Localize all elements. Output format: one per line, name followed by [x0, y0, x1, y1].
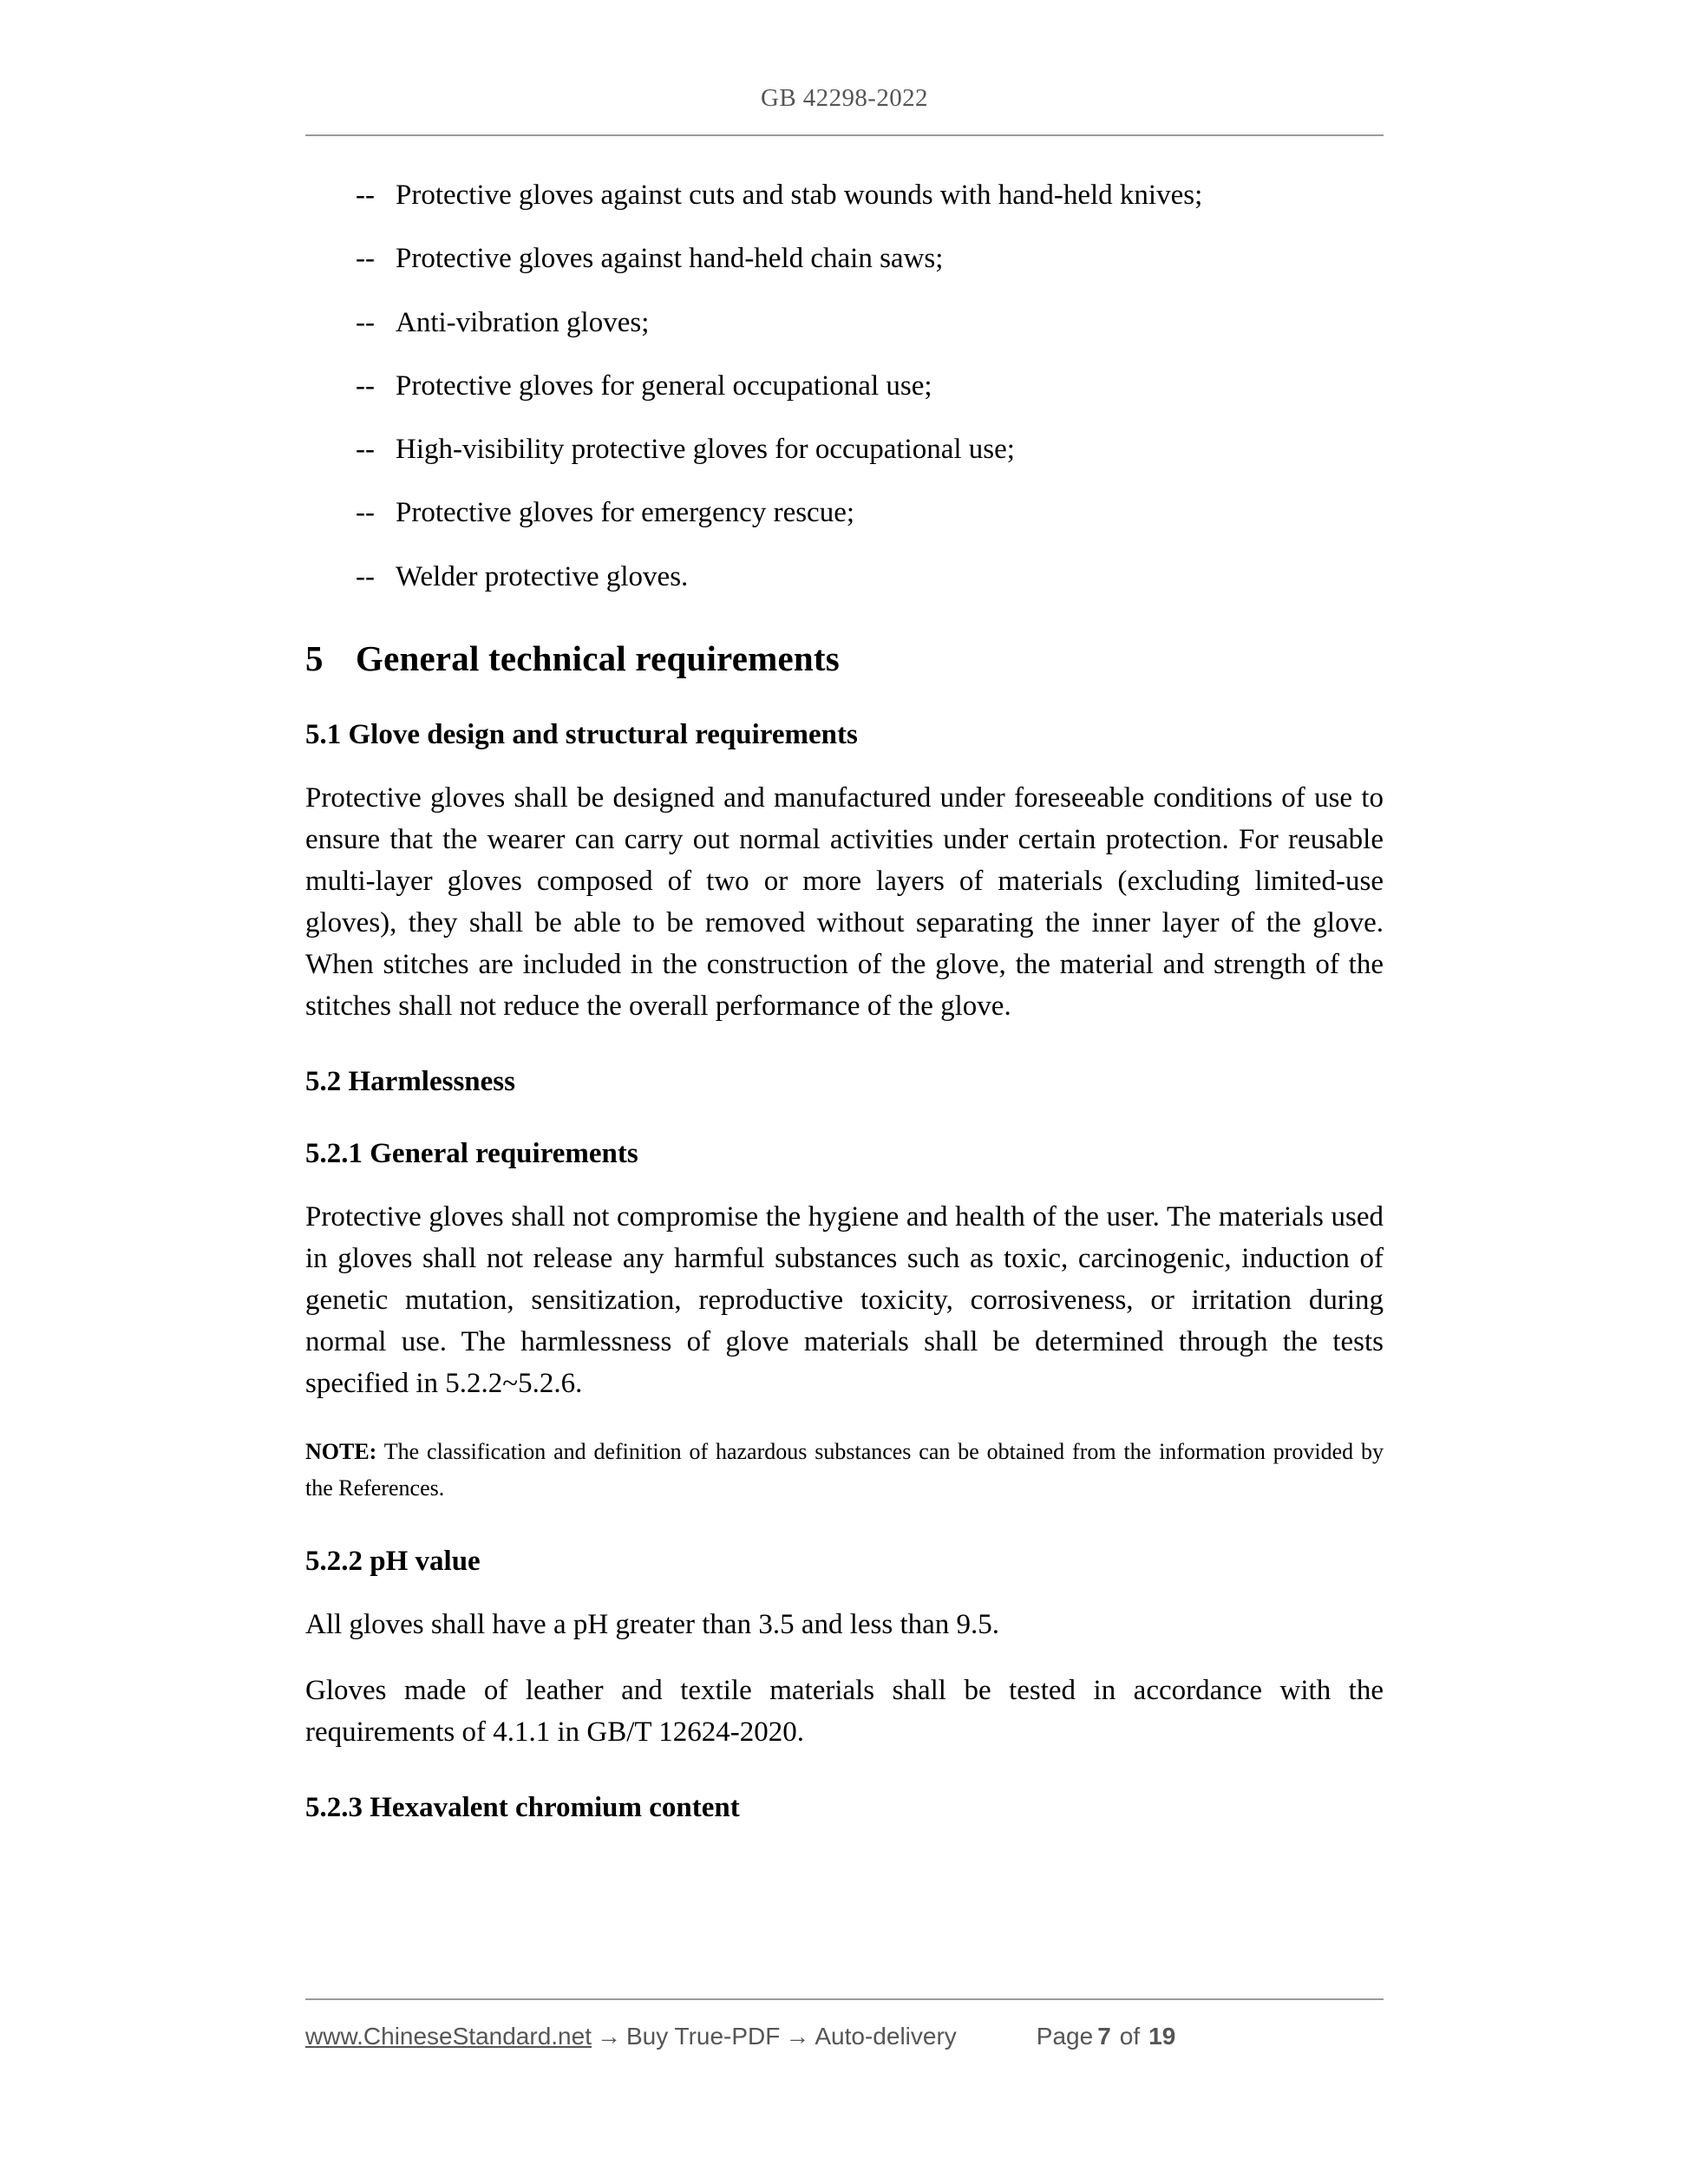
- buy-true-pdf-label: Buy True-PDF: [625, 2023, 781, 2050]
- section-5-2-2-paragraph-2: Gloves made of leather and textile materials shall be tested in accordance with the requirements of 4.1.1 in GB/T 12624-2020.: [305, 1674, 1384, 1748]
- auto-delivery-label: Auto-delivery: [815, 2023, 957, 2050]
- list-marker: --: [356, 434, 375, 465]
- arrow-right-icon: →: [596, 2023, 621, 2050]
- clause-5-heading: [305, 638, 1384, 680]
- footer-promo: [305, 2023, 957, 2050]
- list-item-label: Protective gloves against hand-held chain saws;: [396, 243, 944, 275]
- list-item: [305, 559, 1384, 594]
- list-item-label: Protective gloves for general occupational use;: [396, 369, 932, 402]
- section-5-2-2-heading: 5.2.2 pH value: [305, 1545, 481, 1577]
- list-item: [305, 241, 1384, 276]
- list-item: [305, 495, 1384, 530]
- clause-5-number: 5: [305, 638, 324, 678]
- document-body: [305, 178, 1384, 1825]
- footer-row: [305, 2023, 1384, 2050]
- list-marker: --: [356, 497, 375, 529]
- total-page-count: 19: [1148, 2023, 1176, 2050]
- list-marker: --: [356, 369, 375, 402]
- arrow-right-icon: →: [785, 2023, 810, 2050]
- list-item: [305, 369, 1384, 403]
- section-5-2-1-heading: 5.2.1 General requirements: [305, 1138, 638, 1170]
- of-word: of: [1119, 2023, 1141, 2050]
- footer-divider: [305, 1998, 1384, 2000]
- page-header: [305, 83, 1384, 136]
- hazardous-substances-note: [305, 1434, 1384, 1507]
- clause-5-title: General technical requirements: [356, 638, 840, 678]
- page-footer: [305, 1998, 1384, 2050]
- list-item-label: Protective gloves against cuts and stab wounds with hand-held knives;: [396, 180, 1203, 211]
- list-item: [305, 305, 1384, 340]
- list-item: [305, 432, 1384, 467]
- section-5-1-heading: 5.1 Glove design and structural requirements: [305, 718, 858, 750]
- list-marker: --: [356, 243, 375, 275]
- list-item-label: Anti-vibration gloves;: [396, 306, 650, 338]
- list-item-label: Welder protective gloves.: [396, 560, 689, 592]
- list-marker: --: [356, 180, 375, 211]
- section-5-1-paragraph: Protective gloves shall be designed and manufactured under foreseeable conditions of use to ensure that the wearer can carry out normal activities under certain protection. For reusable multi-layer gloves composed of two or more layers of materials (excluding limited-use gloves), they shall be able to be removed without separating the inner layer of the glove. When stitches are included in the construction of the glove, the material and strength of the stitches shall not reduce the overall performance of the glove.: [305, 781, 1384, 1022]
- list-item-label: Protective gloves for emergency rescue;: [396, 497, 855, 529]
- list-item: [305, 178, 1384, 213]
- current-page-number: 7: [1097, 2023, 1111, 2050]
- header-divider: [305, 134, 1384, 136]
- list-marker: --: [356, 560, 375, 592]
- note-label: NOTE:: [305, 1438, 377, 1464]
- section-5-2-2-paragraph-1: All gloves shall have a pH greater than 3.5 and less than 9.5.: [305, 1608, 1000, 1640]
- glove-type-list: [305, 178, 1384, 594]
- standard-code: GB 42298-2022: [761, 84, 928, 112]
- page-indicator: [1037, 2023, 1181, 2050]
- list-marker: --: [356, 306, 375, 338]
- section-5-2-1-paragraph: Protective gloves shall not compromise the hygiene and health of the user. The materials used in gloves shall not release any harmful substances such as toxic, carcinogenic, induction of genetic mutation, sensitization, reproductive toxicity, corrosiveness, or irritation during normal use. The harmlessness of glove materials shall be determined through the tests specified in 5.2.2~5.2.6.: [305, 1200, 1384, 1399]
- list-item-label: High-visibility protective gloves for occupational use;: [396, 434, 1015, 465]
- section-5-2-heading: 5.2 Harmlessness: [305, 1065, 515, 1097]
- note-body: The classification and definition of hazardous substances can be obtained from the information provided by the References.: [305, 1438, 1384, 1501]
- section-5-2-3-heading: 5.2.3 Hexavalent chromium content: [305, 1791, 740, 1823]
- page-word: Page: [1036, 2023, 1094, 2050]
- website-link[interactable]: www.ChineseStandard.net: [305, 2023, 592, 2050]
